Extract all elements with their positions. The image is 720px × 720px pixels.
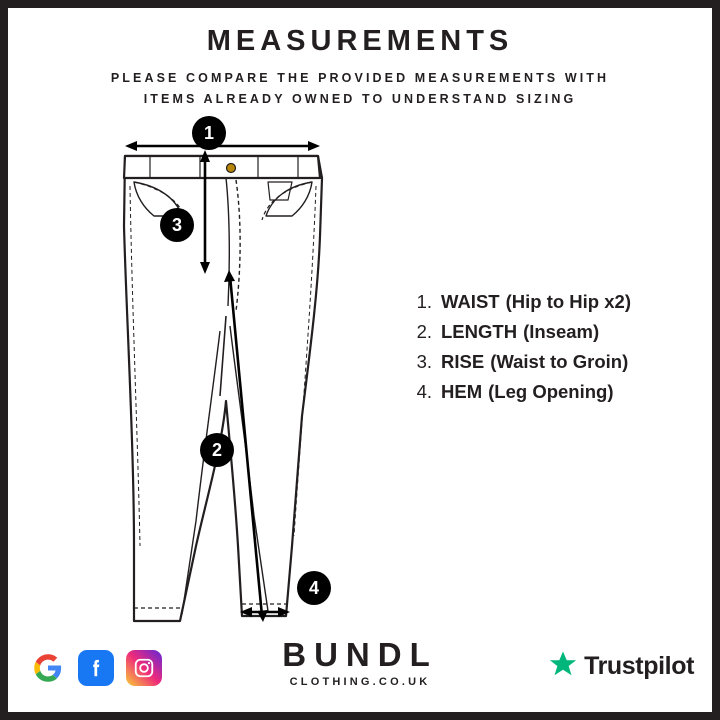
marker-rise: 3: [160, 208, 194, 242]
trustpilot-badge[interactable]: [548, 649, 694, 684]
legend-item-rise: [406, 351, 696, 373]
subtitle-line-2: ITEMS ALREADY OWNED TO UNDERSTAND SIZING: [143, 92, 577, 107]
legend-item-length: [406, 321, 696, 343]
trustpilot-label: Trustpilot: [584, 652, 694, 680]
legend-number: 2.: [416, 321, 432, 342]
brand-website: CLOTHING.CO.UK: [289, 676, 431, 688]
legend-label: HEM: [441, 381, 483, 402]
legend-number: 4.: [416, 381, 432, 402]
measurement-legend: [406, 291, 696, 411]
legend-label: WAIST: [441, 291, 500, 312]
brand-name: BUNDL: [282, 636, 438, 673]
legend-number: 3.: [416, 351, 432, 372]
legend-note: (Leg Opening): [488, 381, 614, 402]
legend-note: (Waist to Groin): [490, 351, 629, 372]
marker-length: 2: [200, 433, 234, 467]
trustpilot-star-icon: [548, 649, 578, 684]
jeans-illustration-svg: [30, 116, 400, 636]
legend-item-waist: [406, 291, 696, 313]
marker-hem: 4: [297, 571, 331, 605]
legend-label: LENGTH: [441, 321, 518, 342]
legend-note: (Hip to Hip x2): [505, 291, 631, 312]
legend-number: 1.: [416, 291, 432, 312]
page-subtitle: [8, 68, 712, 111]
subtitle-line-1: PLEASE COMPARE THE PROVIDED MEASUREMENTS WITH: [110, 70, 610, 85]
legend-item-hem: [406, 381, 696, 403]
legend-label: RISE: [441, 351, 485, 372]
marker-waist: 1: [192, 116, 226, 150]
jeans-diagram: [30, 116, 400, 636]
header: [8, 26, 712, 110]
page-title: MEASUREMENTS: [206, 25, 514, 57]
footer: [8, 622, 712, 694]
legend-note: (Inseam): [523, 321, 600, 342]
